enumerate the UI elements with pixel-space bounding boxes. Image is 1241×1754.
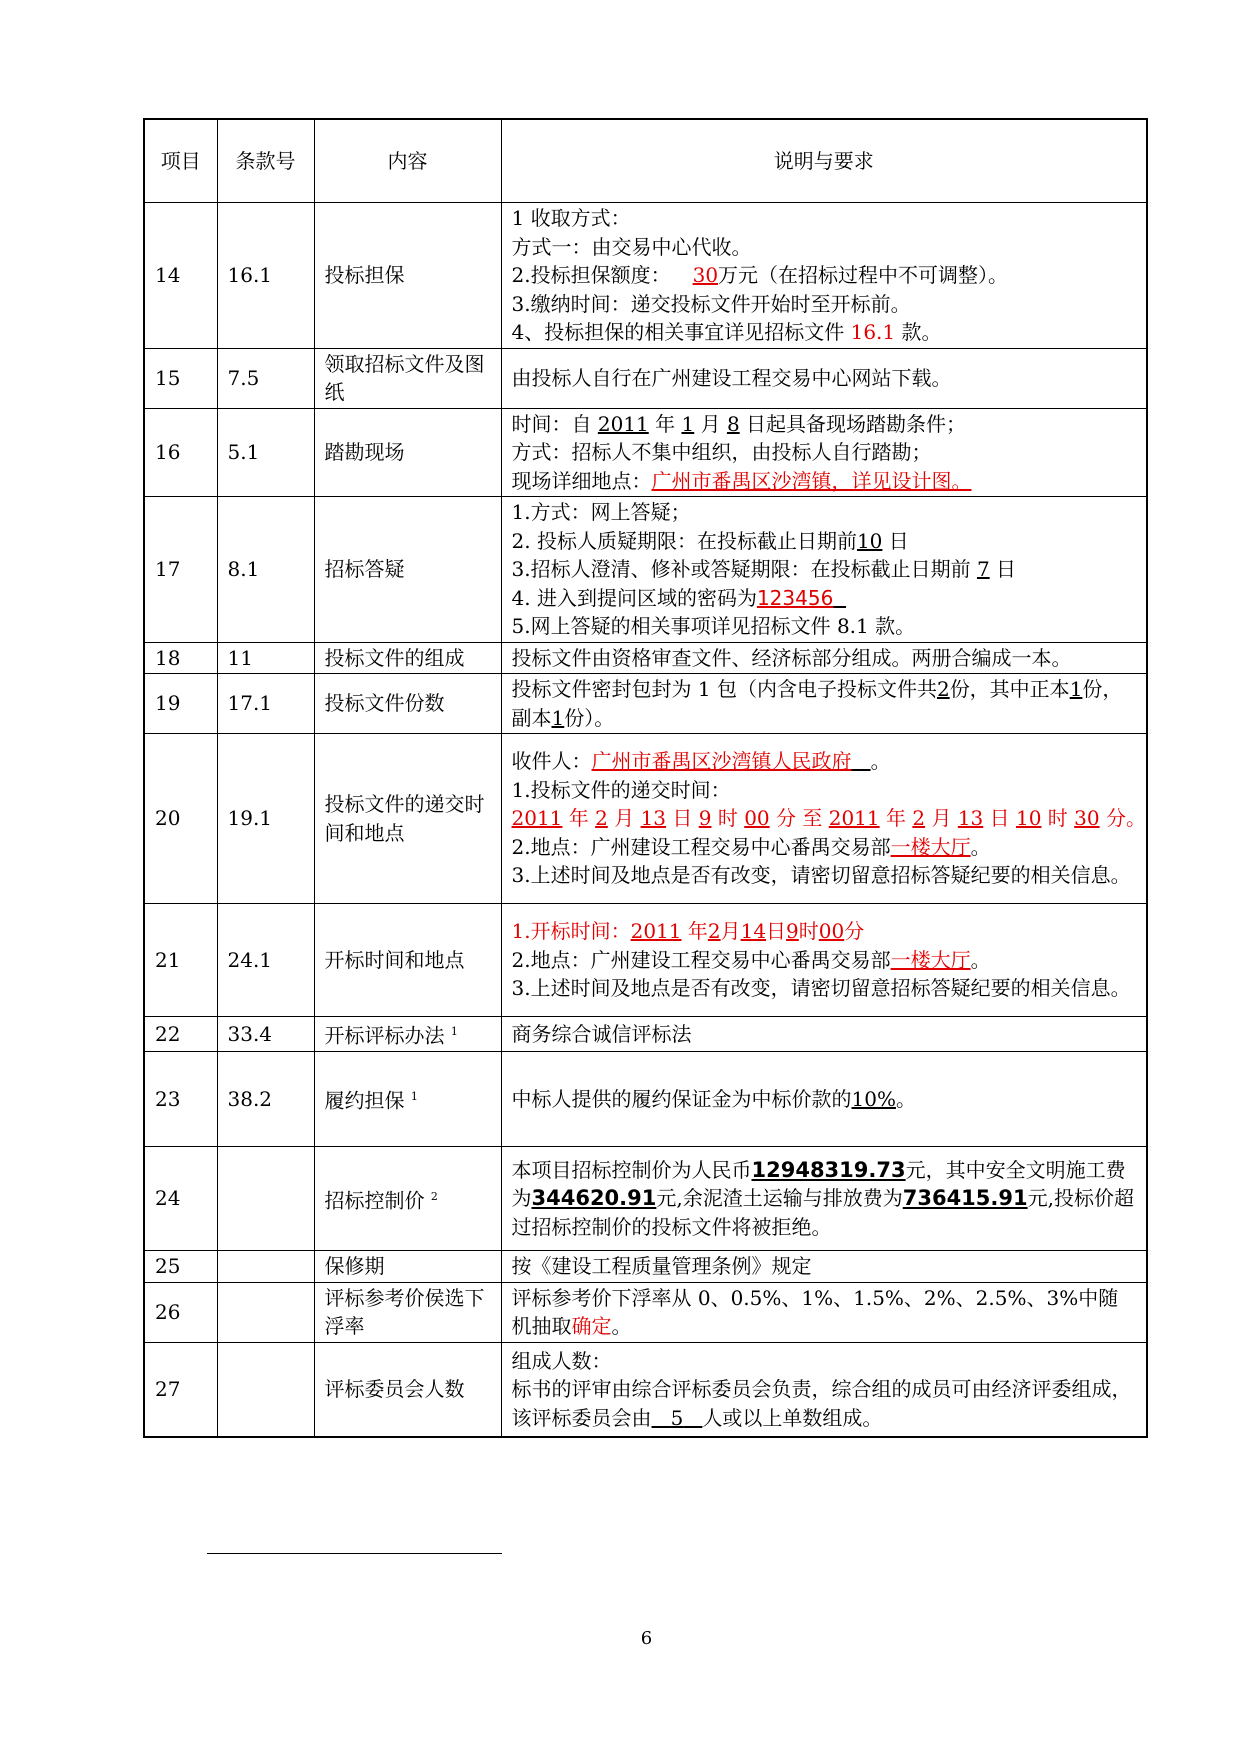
row-no: 15: [144, 348, 217, 408]
desc-line: 商务综合诚信评标法: [511, 1021, 692, 1046]
row-clause: 19.1: [217, 734, 314, 904]
row-desc: [501, 1052, 1147, 1147]
row-item: 履约担保 $^1$: [314, 1052, 501, 1147]
row-no: 20: [144, 734, 217, 904]
desc-line: 收件人：广州市番禺区沙湾镇人民政府 。: [511, 749, 891, 774]
bond-amount: 30: [692, 263, 719, 287]
row-item: 投标文件的递交时间和地点: [314, 734, 501, 904]
row-item: 保修期: [314, 1251, 501, 1283]
row-item: 评标委员会人数: [314, 1342, 501, 1437]
row-no: 26: [144, 1282, 217, 1342]
row-item: 招标答疑: [314, 497, 501, 643]
table-row: [144, 497, 1147, 643]
row-clause: 16.1: [217, 203, 314, 349]
page-number: 6: [640, 1628, 653, 1649]
table-row: [144, 1342, 1147, 1437]
recipient: 广州市番禺区沙湾镇人民政府: [591, 749, 852, 774]
row-desc: [501, 1342, 1147, 1437]
footnote-ref: 1: [450, 1025, 458, 1038]
desc-line: 4、投标担保的相关事宜详见招标文件 16.1 款。: [511, 320, 942, 344]
header-item: 内容: [314, 119, 501, 203]
desc-line: 2.地点：广州建设工程交易中心番禺交易部一楼大厅。: [511, 947, 991, 972]
table-row: [144, 203, 1147, 349]
row-no: 18: [144, 642, 217, 674]
row-no: 17: [144, 497, 217, 643]
row-item: 开标时间和地点: [314, 904, 501, 1017]
row-clause: [217, 1147, 314, 1251]
desc-line: 本项目招标控制价为人民币12948319.73元，其中安全文明施工费为344620.91元,余泥渣土运输与排放费为736415.91元,投标价超过招标控制价的投标文件将被拒绝。: [511, 1157, 1134, 1239]
desc-line: 评标参考价下浮率从 0、0.5%、1%、1.5%、2%、2.5%、3%中随机抽取确定。: [511, 1285, 1119, 1339]
row-clause: [217, 1251, 314, 1283]
row-clause: 5.1: [217, 408, 314, 497]
safety-fee: 344620.91: [531, 1186, 657, 1211]
row-no: 23: [144, 1052, 217, 1147]
row-item: 踏勘现场: [314, 408, 501, 497]
table-row: [144, 408, 1147, 497]
desc-line: 投标文件由资格审查文件、经济标部分组成。两册合编成一本。: [511, 645, 1072, 670]
qa-password: 123456: [756, 585, 834, 610]
row-no: 21: [144, 904, 217, 1017]
desc-line: 1.投标文件的递交时间：: [511, 777, 731, 802]
row-no: 24: [144, 1147, 217, 1251]
desc-line: 3.招标人澄清、修补或答疑期限：在投标截止日期前 7 日: [511, 557, 1017, 581]
row-clause: 24.1: [217, 904, 314, 1017]
desc-line: 组成人数：: [511, 1348, 612, 1373]
desc-line: 方式：招标人不集中组织，由投标人自行踏勘；: [511, 440, 932, 464]
row-item: 开标评标办法 $^1$: [314, 1017, 501, 1052]
table-row: [144, 904, 1147, 1017]
row-clause: 17.1: [217, 674, 314, 734]
row-desc: [501, 904, 1147, 1017]
row-clause: 11: [217, 642, 314, 674]
table-row: [144, 1017, 1147, 1052]
row-clause: 8.1: [217, 497, 314, 643]
desc-line: 现场详细地点：广州市番禺区沙湾镇，详见设计图。: [511, 468, 972, 493]
row-item: 评标参考价侯选下浮率: [314, 1282, 501, 1342]
table-row: [144, 1282, 1147, 1342]
row-desc: [501, 348, 1147, 408]
table-row: [144, 1147, 1147, 1251]
desc-line: 投标文件密封包封为 1 包（内含电子投标文件共2份，其中正本1份，副本1份）。: [511, 677, 1123, 730]
row-no: 16: [144, 408, 217, 497]
row-desc: [501, 1251, 1147, 1283]
footnote-separator: [207, 1553, 502, 1554]
table-row: [144, 642, 1147, 674]
row-no: 19: [144, 674, 217, 734]
desc-line: 3.上述时间及地点是否有改变，请密切留意招标答疑纪要的相关信息。: [511, 976, 1131, 1001]
desc-line: 由投标人自行在广州建设工程交易中心网站下载。: [511, 365, 952, 390]
desc-line: 2.投标担保额度： 30万元（在招标过程中不可调整）。: [511, 263, 1009, 287]
row-desc: [501, 734, 1147, 904]
desc-line: 2.地点：广州建设工程交易中心番禺交易部一楼大厅。: [511, 834, 991, 859]
row-desc: [501, 1282, 1147, 1342]
row-desc: [501, 408, 1147, 497]
desc-line: 标书的评审由综合评标委员会负责，综合组的成员可由经济评委组成，该评标委员会由 5 人或以上单数组成。: [511, 1377, 1132, 1430]
desc-line: 3.上述时间及地点是否有改变，请密切留意招标答疑纪要的相关信息。: [511, 863, 1131, 888]
row-desc: [501, 497, 1147, 643]
table-row: [144, 734, 1147, 904]
opening-time: 1.开标时间：2011 年2月14日9时00分: [511, 919, 865, 944]
desc-line: 中标人提供的履约保证金为中标价款的10%。: [511, 1086, 916, 1111]
desc-line: 时间：自 2011 年 1 月 8 日起具备现场踏勘条件；: [511, 411, 967, 436]
row-clause: [217, 1342, 314, 1437]
row-desc: [501, 674, 1147, 734]
table-row: [144, 674, 1147, 734]
site-location: 广州市番禺区沙湾镇，详见设计图。: [651, 468, 972, 493]
row-desc: [501, 1017, 1147, 1052]
desc-line: 方式一：由交易中心代收。: [511, 234, 752, 259]
row-item: 投标担保: [314, 203, 501, 349]
table-row: [144, 1052, 1147, 1147]
header-clause: 条款号: [217, 119, 314, 203]
desc-line: 1 收取方式：: [511, 206, 631, 230]
row-clause: 33.4: [217, 1017, 314, 1052]
desc-line: 5.网上答疑的相关事项详见招标文件 8.1 款。: [511, 614, 916, 638]
row-item: 招标控制价 $^2$: [314, 1147, 501, 1251]
row-item: 投标文件份数: [314, 674, 501, 734]
desc-line: 1.方式：网上答疑；: [511, 500, 691, 524]
row-clause: [217, 1282, 314, 1342]
bid-data-table: [143, 118, 1148, 1438]
disposal-fee: 736415.91: [902, 1186, 1028, 1211]
row-no: 27: [144, 1342, 217, 1437]
footnote-ref: 1: [410, 1090, 418, 1104]
row-no: 14: [144, 203, 217, 349]
table-row: [144, 1251, 1147, 1283]
desc-line: 按《建设工程质量管理条例》规定: [511, 1254, 812, 1279]
table-row: [144, 348, 1147, 408]
control-price: 12948319.73: [751, 1157, 906, 1182]
row-no: 22: [144, 1017, 217, 1052]
footnote-ref: 2: [430, 1189, 438, 1203]
desc-line: 4. 进入到提问区域的密码为123456: [511, 585, 834, 610]
row-desc: [501, 642, 1147, 674]
row-desc: [501, 1147, 1147, 1251]
row-desc: [501, 203, 1147, 349]
row-item: 投标文件的组成: [314, 642, 501, 674]
header-no: 项目: [144, 119, 217, 203]
row-clause: 7.5: [217, 348, 314, 408]
submission-time: 2011 年 2 月 13 日 9 时 00 分 至 2011 年 2 月 13 日 10 时 30 分。: [511, 806, 1146, 831]
table-header-row: [144, 119, 1147, 203]
header-desc: 说明与要求: [501, 119, 1147, 203]
row-item: 领取招标文件及图纸: [314, 348, 501, 408]
row-clause: 38.2: [217, 1052, 314, 1147]
desc-line: 3.缴纳时间：递交投标文件开始时至开标前。: [511, 291, 911, 316]
desc-line: 2. 投标人质疑期限：在投标截止日期前10 日: [511, 528, 909, 553]
row-no: 25: [144, 1251, 217, 1283]
